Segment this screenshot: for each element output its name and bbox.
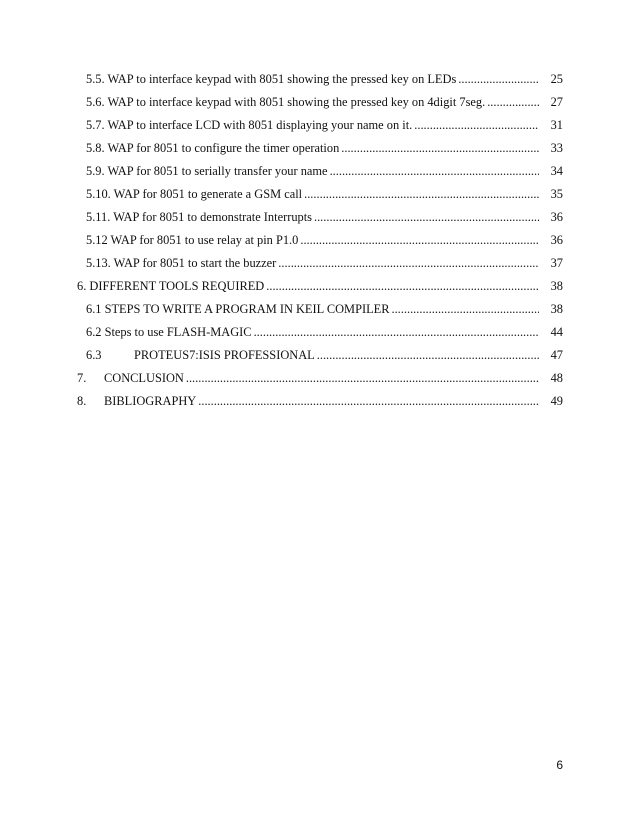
- toc-entry-page: 44: [550, 325, 563, 339]
- toc-entry[interactable]: [0, 141, 638, 164]
- dot-leader: [414, 118, 539, 133]
- dot-leader: [317, 348, 539, 363]
- toc-entry-label: 5.12 WAP for 8051 to use relay at pin P1.0: [86, 233, 299, 247]
- table-of-contents: [0, 72, 638, 417]
- toc-entry-label-wrap: [86, 348, 315, 363]
- toc-entry-page: 35: [550, 187, 563, 201]
- toc-entry[interactable]: [0, 233, 638, 256]
- toc-entry-page: 25: [550, 72, 563, 86]
- dot-leader: [304, 187, 539, 202]
- toc-entry-page: 33: [550, 141, 563, 155]
- toc-entry[interactable]: [0, 256, 638, 279]
- toc-entry-label: 6. DIFFERENT TOOLS REQUIRED: [77, 279, 265, 293]
- toc-entry-number: 7.: [77, 371, 87, 385]
- toc-entry-label: BIBLIOGRAPHY: [104, 394, 197, 408]
- toc-entry-page: 49: [550, 394, 563, 408]
- toc-entry-page: 37: [550, 256, 563, 270]
- toc-entry-page: 47: [550, 348, 563, 362]
- dot-leader: [254, 325, 539, 340]
- toc-entry-page: 27: [550, 95, 563, 109]
- toc-entry[interactable]: [0, 118, 638, 141]
- toc-entry-number: 6.3: [86, 348, 102, 362]
- toc-entry[interactable]: [0, 371, 638, 394]
- toc-entry-label: 5.10. WAP for 8051 to generate a GSM call: [86, 187, 303, 201]
- toc-entry-label: 5.7. WAP to interface LCD with 8051 displaying your name on it.: [86, 118, 413, 132]
- toc-entry[interactable]: [0, 95, 638, 118]
- toc-entry-label: 5.9. WAP for 8051 to serially transfer your name: [86, 164, 328, 178]
- toc-entry-label: CONCLUSION: [104, 371, 184, 385]
- toc-entry-page: 38: [550, 279, 563, 293]
- toc-entry[interactable]: [0, 187, 638, 210]
- toc-entry-label: 5.6. WAP to interface keypad with 8051 showing the pressed key on 4digit 7seg.: [86, 95, 486, 109]
- toc-entry[interactable]: [0, 164, 638, 187]
- dot-leader: [278, 256, 539, 271]
- dot-leader: [458, 72, 539, 87]
- toc-entry-number: 8.: [77, 394, 87, 408]
- toc-entry-page: 38: [550, 302, 563, 316]
- toc-entry[interactable]: [0, 325, 638, 348]
- dot-leader: [186, 371, 539, 386]
- toc-entry-label-wrap: [77, 394, 196, 409]
- toc-entry-label-wrap: [77, 371, 184, 386]
- toc-entry-label: 5.11. WAP for 8051 to demonstrate Interrupts: [86, 210, 312, 224]
- dot-leader: [341, 141, 539, 156]
- toc-entry-page: 31: [550, 118, 563, 132]
- page-number: 6: [556, 758, 563, 772]
- toc-entry[interactable]: [0, 210, 638, 233]
- toc-entry-label: 5.8. WAP for 8051 to configure the timer operation: [86, 141, 340, 155]
- toc-entry-label: PROTEUS7:ISIS PROFESSIONAL: [134, 348, 315, 362]
- dot-leader: [198, 394, 539, 409]
- toc-entry-label: 5.5. WAP to interface keypad with 8051 showing the pressed key on LEDs: [86, 72, 457, 86]
- toc-entry[interactable]: [0, 302, 638, 325]
- dot-leader: [330, 164, 539, 179]
- dot-leader: [314, 210, 539, 225]
- dot-leader: [300, 233, 539, 248]
- toc-entry[interactable]: [0, 348, 638, 371]
- toc-entry-page: 34: [550, 164, 563, 178]
- toc-entry[interactable]: [0, 279, 638, 302]
- dot-leader: [487, 95, 539, 110]
- toc-entry-label: 5.13. WAP for 8051 to start the buzzer: [86, 256, 277, 270]
- toc-entry-page: 36: [550, 233, 563, 247]
- dot-leader: [391, 302, 539, 317]
- toc-entry-label: 6.2 Steps to use FLASH-MAGIC: [86, 325, 252, 339]
- toc-entry-label: 6.1 STEPS TO WRITE A PROGRAM IN KEIL COMPILER: [86, 302, 390, 316]
- toc-entry-page: 48: [550, 371, 563, 385]
- toc-entry-page: 36: [550, 210, 563, 224]
- dot-leader: [266, 279, 539, 294]
- toc-entry[interactable]: [0, 72, 638, 95]
- toc-entry[interactable]: [0, 394, 638, 417]
